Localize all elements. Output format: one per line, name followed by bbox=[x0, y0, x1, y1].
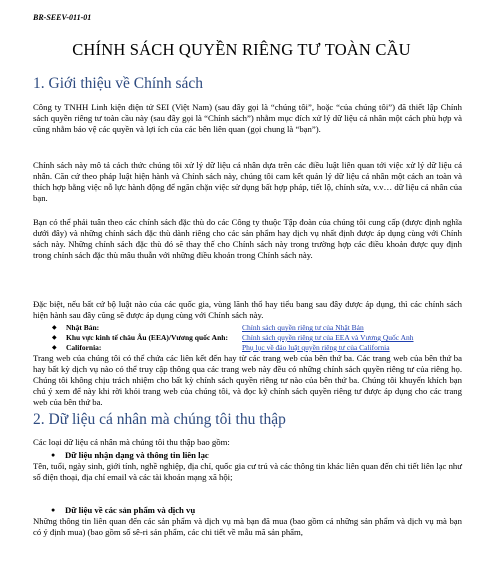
section-2-heading: 2. Dữ liệu cá nhân mà chúng tôi thu thập bbox=[33, 411, 286, 428]
bullet-icon: ◆ bbox=[52, 335, 57, 342]
bullet-icon: ◆ bbox=[52, 344, 57, 351]
california-policy-link[interactable]: Phụ lục về đảo luật quyền riêng tư của California bbox=[242, 342, 390, 352]
data-category-item bbox=[33, 450, 462, 483]
section-1-paragraph-2: Chính sách này mô tả cách thức chúng tôi xử lý dữ liệu cá nhân dựa trên các điều luật liên quan tới việc xử lý dữ liệu cá nhân. Căn cứ theo pháp luật hiện hành và Chính sách này, chúng tôi cam kết quản lý dữ liệu cá nhân một cách an toàn và thích hợp bằng việc nỗ lực hành động để ngăn chặn việc sử dụng bất hợp pháp, tiết lộ, chỉnh sửa, v.v… dữ liệu cá nhân của bạn. bbox=[33, 160, 462, 204]
policy-links-list bbox=[52, 323, 462, 352]
eea-uk-policy-link[interactable]: Chính sách quyền riêng tư của EEA và Vương Quốc Anh bbox=[242, 333, 414, 343]
section-1-paragraph-5: Trang web của chúng tôi có thể chứa các liên kết đến hay từ các trang web của bên thứ ba. Các trang web của bên thứ ba hay bất kỳ dịch vụ nào có thể truy cập thông qua các trang web này đều có những chính sách quyền riêng tư của riêng họ. Chúng tôi không chịu trách nhiệm cho bất kỳ chính sách quyền riêng tư nào của bên thứ ba. Chúng tôi khuyến khích bạn chú ý xem để này khi rời khỏi trang web của chúng tôi, và đọc kỹ chính sách quyền riêng tư được áp dụng cho các trang web của bên thứ ba. bbox=[33, 353, 462, 408]
section-1-paragraph-1: Công ty TNHH Linh kiện điện tử SEI (Việt Nam) (sau đây gọi là “chúng tôi”, hoặc “của chúng tôi”) đã thiết lập Chính sách quyền riêng tư toàn cầu này (sau đây gọi là “Chính sách”) nhằm mục đích xử lý dữ liệu cá nhân một cách phù hợp và cũng nhằm bảo vệ các quyền và lợi ích của các bên liên quan (gọi chung là “bạn”). bbox=[33, 102, 462, 135]
policy-link-row bbox=[52, 333, 462, 343]
policy-link-row bbox=[52, 342, 462, 352]
data-category-title: Dữ liệu nhận dạng và thông tin liên lạc bbox=[65, 450, 209, 460]
document-code: BR-SEEV-011-01 bbox=[33, 13, 92, 22]
policy-link-label: California: bbox=[66, 342, 102, 352]
data-category-text: Tên, tuổi, ngày sinh, giới tính, nghề nghiệp, địa chỉ, quốc gia cư trú và các thông tin khác liên quan đến chi tiết liên lạc như số điện thoại, địa chỉ email và các tài khoản mạng xã hội; bbox=[33, 461, 462, 483]
policy-link-label: Nhật Bản: bbox=[66, 323, 100, 333]
data-category-title: Dữ liệu về các sản phẩm và dịch vụ bbox=[65, 505, 196, 515]
bullet-icon: ● bbox=[51, 506, 56, 514]
policy-link-label: Khu vực kinh tế châu Âu (EEA)/Vương quốc Anh: bbox=[66, 333, 228, 343]
section-1-paragraph-4: Đặc biệt, nếu bất cứ bộ luật nào của các quốc gia, vùng lãnh thổ hay tiểu bang sau đây được áp dụng, thì các chính sách hiện hành sau đây cũng sẽ được áp dụng cùng với Chính sách này. bbox=[33, 299, 462, 321]
japan-policy-link[interactable]: Chính sách quyền riêng tư của Nhật Bản bbox=[242, 323, 364, 333]
data-category-text: Những thông tin liên quan đến các sản phẩm và dịch vụ mà bạn đã mua (bao gồm cả những sản phẩm và dịch vụ mà bạn có ý định mua) (bao gồm số sê-ri sản phẩm, các chi tiết về mẫu mã sản phẩm, bbox=[33, 516, 462, 538]
section-1-paragraph-3: Bạn có thể phải tuân theo các chính sách đặc thù do các Công ty thuộc Tập đoàn của chúng tôi cung cấp (được định nghĩa dưới đây) và những chính sách đặc thù dành riêng cho các sản phẩm hay dịch vụ nhất định được áp dụng cùng với Chính sách này. Những chính sách đặc thù đó sẽ thay thế cho Chính sách này trong trường hợp các điều khoản được quy định trong chính sách đặc thù mâu thuẫn với những điều khoản trong Chính sách này. bbox=[33, 217, 462, 261]
policy-link-row bbox=[52, 323, 462, 333]
section-2-intro: Các loại dữ liệu cá nhân mà chúng tôi thu thập bao gồm: bbox=[33, 437, 230, 447]
section-1-heading: 1. Giới thiệu về Chính sách bbox=[33, 75, 204, 92]
data-category-item bbox=[33, 505, 462, 538]
bullet-icon: ● bbox=[51, 451, 56, 459]
document-title: CHÍNH SÁCH QUYỀN RIÊNG TƯ TOÀN CẦU bbox=[72, 40, 411, 59]
bullet-icon: ◆ bbox=[52, 325, 57, 332]
